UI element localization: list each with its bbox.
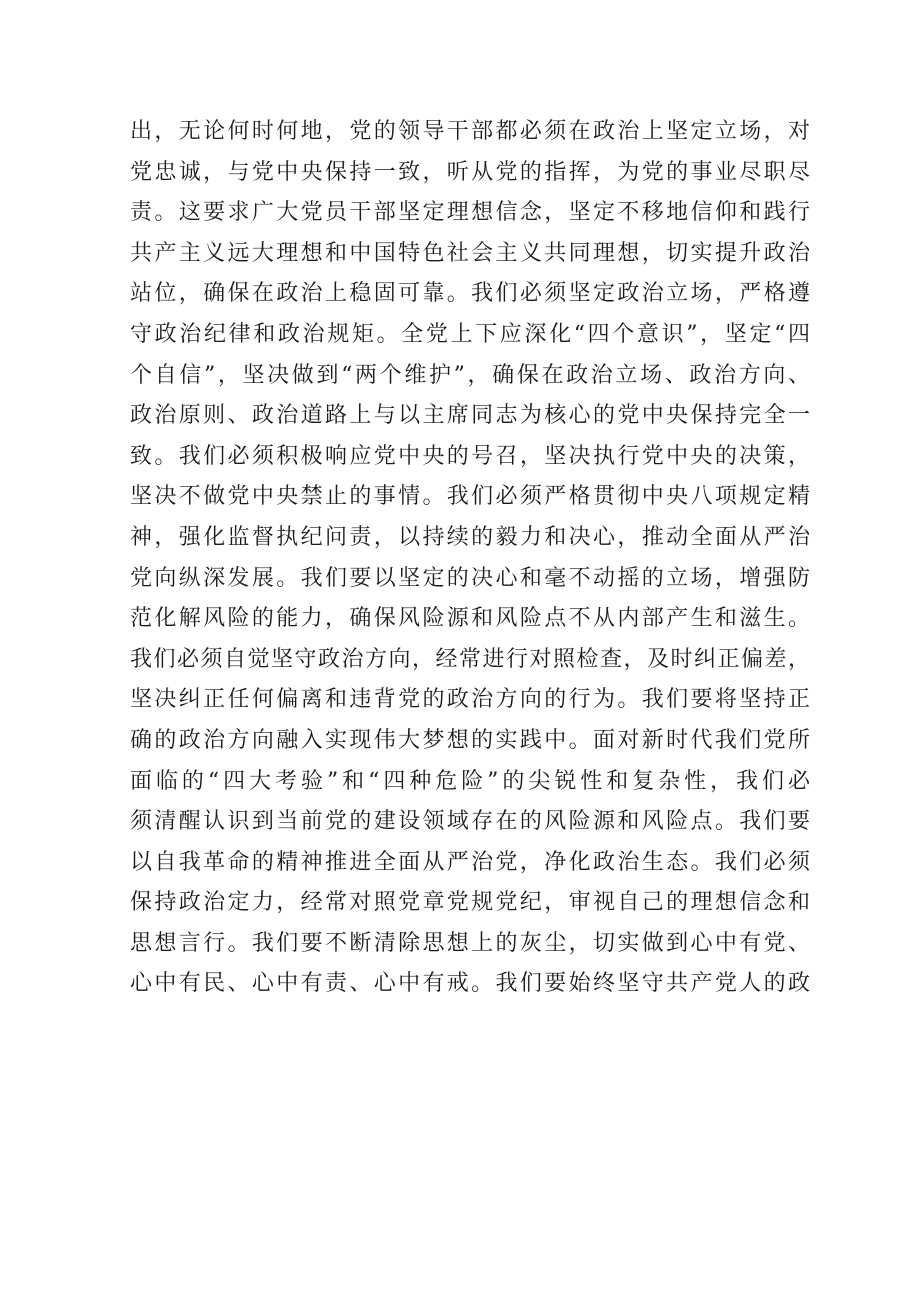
text-line: 我们必须自觉坚守政治方向，经常进行对照检查，及时纠正偏差， bbox=[130, 646, 810, 672]
text-line: 守政治纪律和政治规矩。全党上下应深化“四个意识”，坚定“四 bbox=[130, 321, 810, 347]
text-line: 站位，确保在政治上稳固可靠。我们必须坚定政治立场，严格遵 bbox=[130, 281, 810, 307]
body-paragraph bbox=[130, 112, 810, 1005]
text-line: 共产主义远大理想和中国特色社会主义共同理想，切实提升政治 bbox=[130, 240, 810, 266]
text-line: 以自我革命的精神推进全面从严治党，净化政治生态。我们必须 bbox=[130, 849, 810, 875]
text-line: 出，无论何时何地，党的领导干部都必须在政治上坚定立场，对 bbox=[130, 119, 810, 144]
text-line: 面临的“四大考验”和“四种危险”的尖锐性和复杂性，我们必 bbox=[130, 768, 810, 794]
text-line: 致。我们必须积极响应党中央的号召，坚决执行党中央的决策， bbox=[130, 443, 810, 469]
text-line: 确的政治方向融入实现伟大梦想的实践中。面对新时代我们党所 bbox=[130, 727, 810, 753]
text-line: 党向纵深发展。我们要以坚定的决心和毫不动摇的立场，增强防 bbox=[130, 565, 810, 591]
text-line: 心中有民、心中有责、心中有戒。我们要始终坚守共产党人的政 bbox=[130, 971, 810, 997]
text-line: 责。这要求广大党员干部坚定理想信念，坚定不移地信仰和践行 bbox=[130, 200, 810, 226]
text-line: 神，强化监督执纪问责，以持续的毅力和决心，推动全面从严治 bbox=[130, 524, 810, 550]
text-line: 政治原则、政治道路上与以主席同志为核心的党中央保持完全一 bbox=[130, 403, 810, 429]
text-line: 思想言行。我们要不断清除思想上的灰尘，切实做到心中有党、 bbox=[130, 930, 810, 956]
text-line: 个自信”，坚决做到“两个维护”，确保在政治立场、政治方向、 bbox=[130, 362, 810, 388]
text-line: 须清醒认识到当前党的建设领域存在的风险源和风险点。我们要 bbox=[130, 809, 810, 835]
text-line: 保持政治定力，经常对照党章党规党纪，审视自己的理想信念和 bbox=[130, 890, 810, 916]
text-line: 党忠诚，与党中央保持一致，听从党的指挥，为党的事业尽职尽 bbox=[130, 159, 810, 185]
text-line: 范化解风险的能力，确保风险源和风险点不从内部产生和滋生。 bbox=[130, 606, 810, 632]
text-line: 坚决不做党中央禁止的事情。我们必须严格贯彻中央八项规定精 bbox=[130, 484, 810, 510]
text-line: 坚决纠正任何偏离和违背党的政治方向的行为。我们要将坚持正 bbox=[130, 687, 810, 713]
